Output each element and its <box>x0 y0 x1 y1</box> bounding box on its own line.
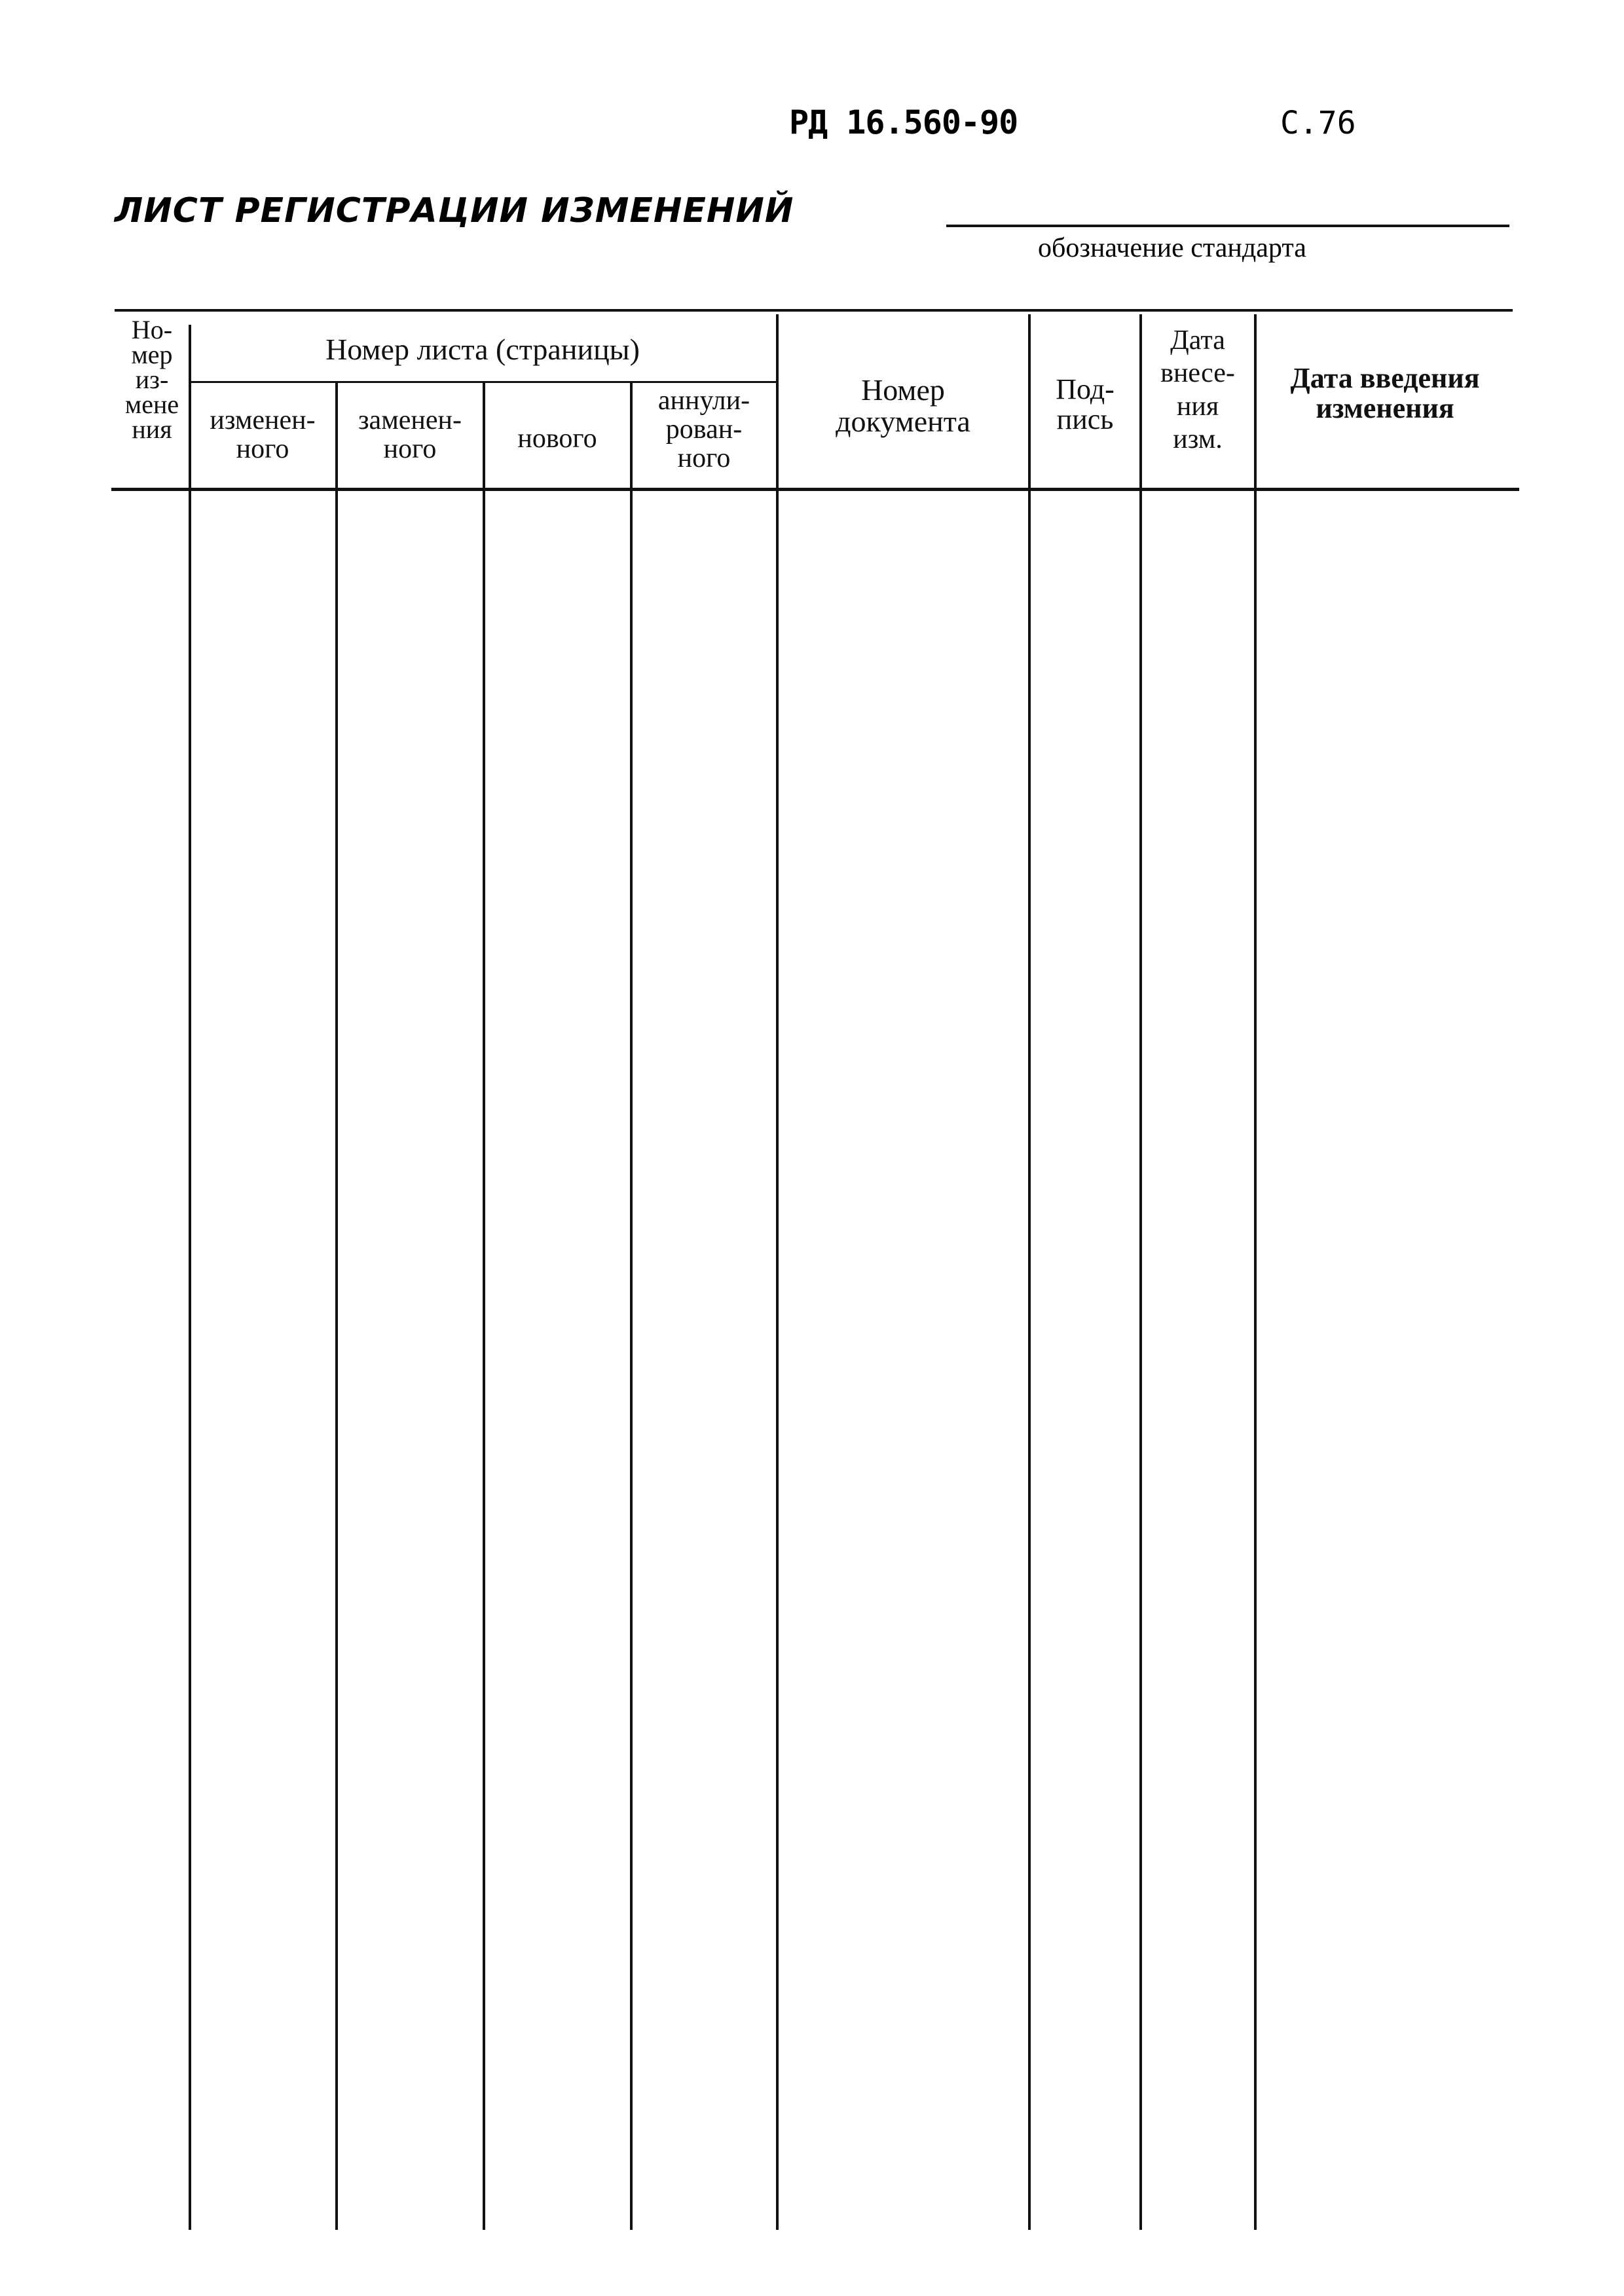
col-divider-1 <box>189 325 191 2230</box>
header-sheet-number-group: Номер листа (страницы) <box>325 333 640 366</box>
standard-designation-caption: обозначение стандарта <box>1038 233 1306 263</box>
header-replaced: заменен- ного <box>358 405 462 465</box>
standard-designation-line <box>946 225 1509 227</box>
header-annulled: аннули- рован- ного <box>657 386 750 474</box>
col-divider-5 <box>776 314 779 2230</box>
col-divider-2 <box>335 383 338 2230</box>
col-divider-8 <box>1254 314 1257 2230</box>
header-changed: изменен- ного <box>210 405 316 465</box>
header-change-number: Но- мер из- мене ния <box>124 315 179 444</box>
page-number: С.76 <box>1280 105 1356 141</box>
header-signature: Под- пись <box>1056 373 1115 436</box>
table-top-border <box>115 309 1513 312</box>
page-title: ЛИСТ РЕГИСТРАЦИИ ИЗМЕНЕНИЙ <box>115 191 794 230</box>
header-new: нового <box>517 424 597 454</box>
document-code-text: РД 16.560-90 <box>789 103 1018 141</box>
header-bottom-border <box>111 488 1519 491</box>
col-divider-7 <box>1139 314 1142 2230</box>
col-divider-4 <box>630 383 633 2230</box>
document-code <box>789 103 1018 141</box>
col-divider-3 <box>483 383 485 2230</box>
col-divider-6 <box>1028 314 1031 2230</box>
header-document-number: Номер документа <box>836 373 970 439</box>
header-effective-date: Дата введения изменения <box>1290 362 1480 425</box>
header-entry-date: Дата внесе- ния изм. <box>1160 325 1235 455</box>
